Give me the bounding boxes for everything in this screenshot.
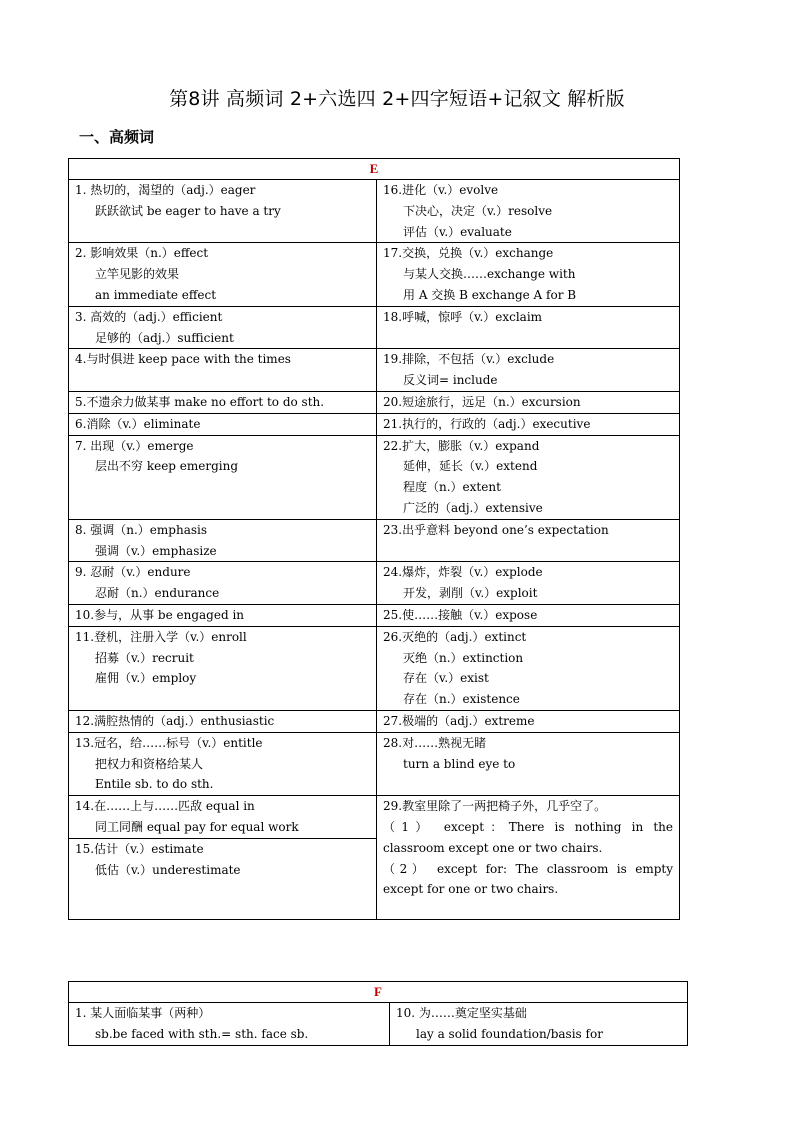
- term-cell-left: [69, 796, 377, 839]
- cell-line: 8. 强调（n.）emphasis: [75, 522, 208, 537]
- table-row: [69, 435, 680, 519]
- cell-line: 4.与时俱进 keep pace with the times: [75, 352, 291, 367]
- cell-line: 足够的（adj.）sufficient: [95, 330, 234, 345]
- cell-line: 27.极端的（adj.）extreme: [383, 713, 535, 728]
- cell-line: 广泛的（adj.）extensive: [403, 500, 543, 515]
- cell-line: 20.短途旅行，远足（n.）excursion: [383, 394, 581, 409]
- example-sentence: （2） except for: The classroom is empty except for one or two chairs.: [383, 861, 674, 897]
- cell-line: 下决心，决定（v.）resolve: [403, 203, 553, 218]
- term-cell-right: [377, 349, 680, 392]
- term-cell-left: [69, 180, 377, 243]
- cell-line: 开发，剥削（v.）exploit: [403, 586, 538, 601]
- term-cell-left: [69, 413, 377, 435]
- cell-line: 7. 出现（v.）emerge: [75, 438, 194, 453]
- term-cell-right: [377, 519, 680, 562]
- table-row: [69, 604, 680, 626]
- cell-line: 1. 热切的，渴望的（adj.）eager: [75, 183, 256, 197]
- term-cell-left: [69, 391, 377, 413]
- cell-line: sb.be faced with sth.= sth. face sb.: [95, 1026, 309, 1041]
- cell-line: 5.不遗余力做某事 make no effort to do sth.: [75, 394, 325, 409]
- cell-line: an immediate effect: [95, 287, 217, 302]
- table-row: [69, 180, 680, 243]
- table-row: [69, 413, 680, 435]
- table-row: [69, 349, 680, 392]
- cell-line: 10. 为……奠定坚实基础: [396, 1006, 527, 1020]
- term-cell-right: [377, 391, 680, 413]
- term-cell-left: [69, 1003, 390, 1046]
- term-cell-right: [377, 413, 680, 435]
- term-cell-right: [377, 562, 680, 605]
- table-row: [69, 732, 680, 795]
- cell-line: 2. 影响效果（n.）effect: [75, 246, 209, 261]
- cell-line: 延伸，延长（v.）extend: [403, 459, 538, 474]
- vocab-table-f: [68, 981, 688, 1046]
- term-cell-right: [377, 306, 680, 349]
- cell-line: 把权力和资格给某人: [95, 756, 204, 771]
- table-row: [69, 519, 680, 562]
- term-cell-right: [377, 604, 680, 626]
- vocab-table-f-body: [69, 982, 688, 1046]
- page-title: 第8讲 高频词 2+六选四 2+四字短语+记叙文 解析版: [169, 88, 625, 110]
- cell-line: 6.消除（v.）eliminate: [75, 416, 201, 431]
- cell-line: 23.出乎意料 beyond one’s expectation: [383, 522, 609, 537]
- cell-line: 强调（v.）emphasize: [95, 543, 217, 558]
- table-header-letter: E: [69, 159, 680, 180]
- term-cell-left: [69, 732, 377, 795]
- cell-line: 18.呼喊，惊呼（v.）exclaim: [383, 309, 543, 324]
- cell-line: 19.排除，不包括（v.）exclude: [383, 352, 555, 367]
- cell-line: 13.冠名，给……标号（v.）entitle: [75, 735, 263, 750]
- cell-line: 17.交换，兑换（v.）exchange: [383, 246, 554, 261]
- cell-line: 22.扩大，膨胀（v.）expand: [383, 438, 540, 453]
- cell-line: 14.在……上与……匹敌 equal in: [75, 799, 255, 814]
- example-sentence: （1） except：There is nothing in the classroom except one or two chairs.: [383, 819, 674, 855]
- term-cell-left: [69, 435, 377, 519]
- cell-line: lay a solid foundation/basis for: [416, 1026, 603, 1041]
- term-cell-right: [377, 710, 680, 732]
- cell-line: 存在（v.）exist: [403, 671, 489, 686]
- cell-line: 反义词= include: [403, 373, 498, 388]
- term-cell-left: [69, 838, 377, 919]
- term-cell-left: [69, 604, 377, 626]
- table-header-row: [69, 982, 688, 1003]
- term-cell-right: [377, 243, 680, 306]
- term-cell-right-merged: [377, 796, 680, 920]
- table-row: [69, 391, 680, 413]
- term-cell-right: [377, 626, 680, 710]
- cell-line: 12.满腔热情的（adj.）enthusiastic: [75, 713, 275, 728]
- term-cell-left: [69, 519, 377, 562]
- section-heading: 一、高频词: [79, 128, 155, 146]
- cell-line: 跃跃欲试 be eager to have a try: [95, 203, 281, 218]
- cell-line: 1. 某人面临某事（两种）: [75, 1006, 211, 1020]
- cell-line: 9. 忍耐（v.）endure: [75, 565, 191, 580]
- cell-line: 存在（n.）existence: [403, 692, 520, 707]
- cell-line: 24.爆炸，炸裂（v.）explode: [383, 565, 543, 580]
- cell-line: 16.进化（v.）evolve: [383, 183, 499, 197]
- vocab-table-e-body: [69, 159, 680, 920]
- cell-line: 10.参与，从事 be engaged in: [75, 607, 245, 622]
- cell-line: 用 A 交换 B exchange A for B: [403, 287, 577, 302]
- cell-line: 程度（n.）extent: [403, 480, 501, 495]
- cell-line: 层出不穷 keep emerging: [95, 459, 239, 474]
- cell-line: 15.估计（v.）estimate: [75, 841, 204, 856]
- cell-line: 立竿见影的效果: [95, 267, 180, 282]
- vocab-table-e: [68, 158, 680, 920]
- cell-line: 低估（v.）underestimate: [95, 862, 241, 877]
- cell-line: turn a blind eye to: [403, 756, 516, 771]
- cell-line: Entile sb. to do sth.: [95, 777, 214, 792]
- term-cell-left: [69, 349, 377, 392]
- cell-line: 26.灭绝的（adj.）extinct: [383, 629, 527, 644]
- cell-line: 21.执行的，行政的（adj.）executive: [383, 416, 591, 431]
- term-cell-right: [377, 435, 680, 519]
- table-row: [69, 243, 680, 306]
- table-row: [69, 306, 680, 349]
- table-row: [69, 562, 680, 605]
- term-cell-left: [69, 626, 377, 710]
- cell-line: 29.教室里除了一两把椅子外，几乎空了。: [383, 799, 607, 814]
- table-row: [69, 1003, 688, 1046]
- cell-line: 28.对……熟视无睹: [383, 735, 487, 750]
- cell-line: 与某人交换……exchange with: [403, 267, 576, 282]
- cell-line: 同工同酬 equal pay for equal work: [95, 819, 299, 834]
- cell-line: 灭绝（n.）extinction: [403, 650, 524, 665]
- term-cell-right: [377, 180, 680, 243]
- table-header-letter: F: [69, 982, 688, 1003]
- cell-line: 评估（v.）evaluate: [403, 224, 512, 239]
- cell-line: 招募（v.）recruit: [95, 650, 194, 665]
- table-header-row: [69, 159, 680, 180]
- cell-line: 3. 高效的（adj.）efficient: [75, 309, 223, 324]
- cell-line: 忍耐（n.）endurance: [95, 586, 220, 601]
- term-cell-right: [390, 1003, 688, 1046]
- term-cell-left: [69, 243, 377, 306]
- term-cell-left: [69, 306, 377, 349]
- table-row: [69, 796, 680, 839]
- term-cell-right: [377, 732, 680, 795]
- table-row: [69, 710, 680, 732]
- term-cell-left: [69, 562, 377, 605]
- cell-line: 雇佣（v.）employ: [95, 671, 197, 686]
- cell-line: 11.登机，注册入学（v.）enroll: [75, 629, 247, 644]
- cell-line: 25.使……接触（v.）expose: [383, 607, 538, 622]
- table-row: [69, 626, 680, 710]
- term-cell-left: [69, 710, 377, 732]
